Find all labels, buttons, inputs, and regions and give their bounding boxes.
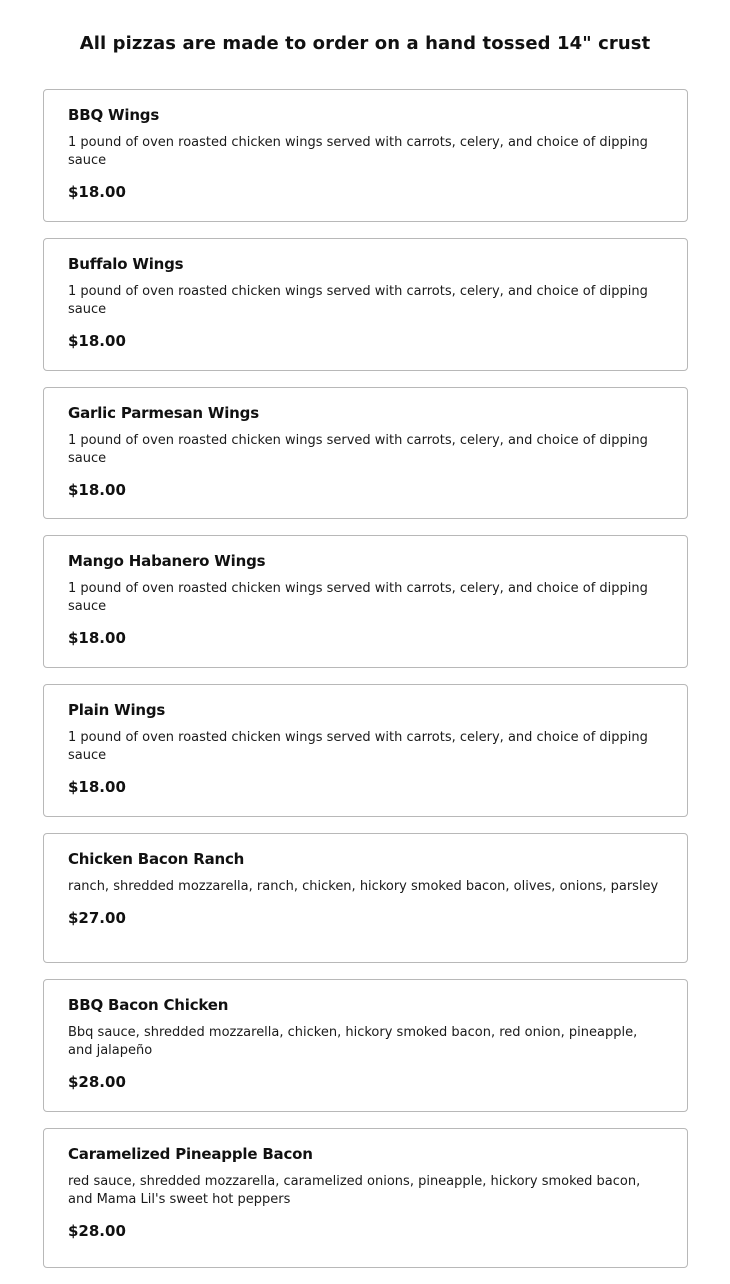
item-description: 1 pound of oven roasted chicken wings served with carrots, celery, and choice of dipping sauce [68, 135, 648, 168]
item-price: $18.00 [68, 778, 126, 796]
item-description: 1 pound of oven roasted chicken wings served with carrots, celery, and choice of dipping sauce [68, 433, 648, 466]
menu-item-card[interactable] [43, 1128, 688, 1268]
item-name: BBQ Wings [68, 106, 160, 124]
item-description: 1 pound of oven roasted chicken wings served with carrots, celery, and choice of dipping sauce [68, 581, 648, 614]
item-name: BBQ Bacon Chicken [68, 996, 229, 1014]
menu-item-card[interactable] [43, 684, 688, 817]
menu-item-card[interactable] [43, 89, 688, 222]
item-price: $18.00 [68, 332, 126, 350]
item-description: 1 pound of oven roasted chicken wings served with carrots, celery, and choice of dipping sauce [68, 284, 648, 317]
item-price: $28.00 [68, 1073, 126, 1091]
menu-item-card[interactable] [43, 535, 688, 668]
menu-item-card[interactable] [43, 387, 688, 519]
item-description: red sauce, shredded mozzarella, caramelized onions, pineapple, hickory smoked bacon, and Mama Lil's sweet hot peppers [68, 1174, 641, 1207]
item-name: Mango Habanero Wings [68, 552, 266, 570]
item-price: $18.00 [68, 481, 126, 499]
item-description: Bbq sauce, shredded mozzarella, chicken, hickory smoked bacon, red onion, pineapple, and jalapeño [68, 1025, 638, 1058]
item-price: $18.00 [68, 183, 126, 201]
item-name: Caramelized Pineapple Bacon [68, 1145, 313, 1163]
item-name: Buffalo Wings [68, 255, 184, 273]
item-name: Plain Wings [68, 701, 166, 719]
menu-item-card[interactable] [43, 833, 688, 963]
item-price: $27.00 [68, 909, 126, 927]
item-description: 1 pound of oven roasted chicken wings served with carrots, celery, and choice of dipping sauce [68, 730, 648, 763]
item-description: ranch, shredded mozzarella, ranch, chicken, hickory smoked bacon, olives, onions, parsley [68, 879, 659, 894]
menu-item-list [43, 89, 688, 1284]
page-title: All pizzas are made to order on a hand tossed 14" crust [79, 33, 651, 54]
item-name: Garlic Parmesan Wings [68, 404, 259, 422]
item-name: Chicken Bacon Ranch [68, 850, 245, 868]
item-price: $28.00 [68, 1222, 126, 1240]
menu-item-card[interactable] [43, 238, 688, 371]
item-price: $18.00 [68, 629, 126, 647]
menu-item-card[interactable] [43, 979, 688, 1112]
